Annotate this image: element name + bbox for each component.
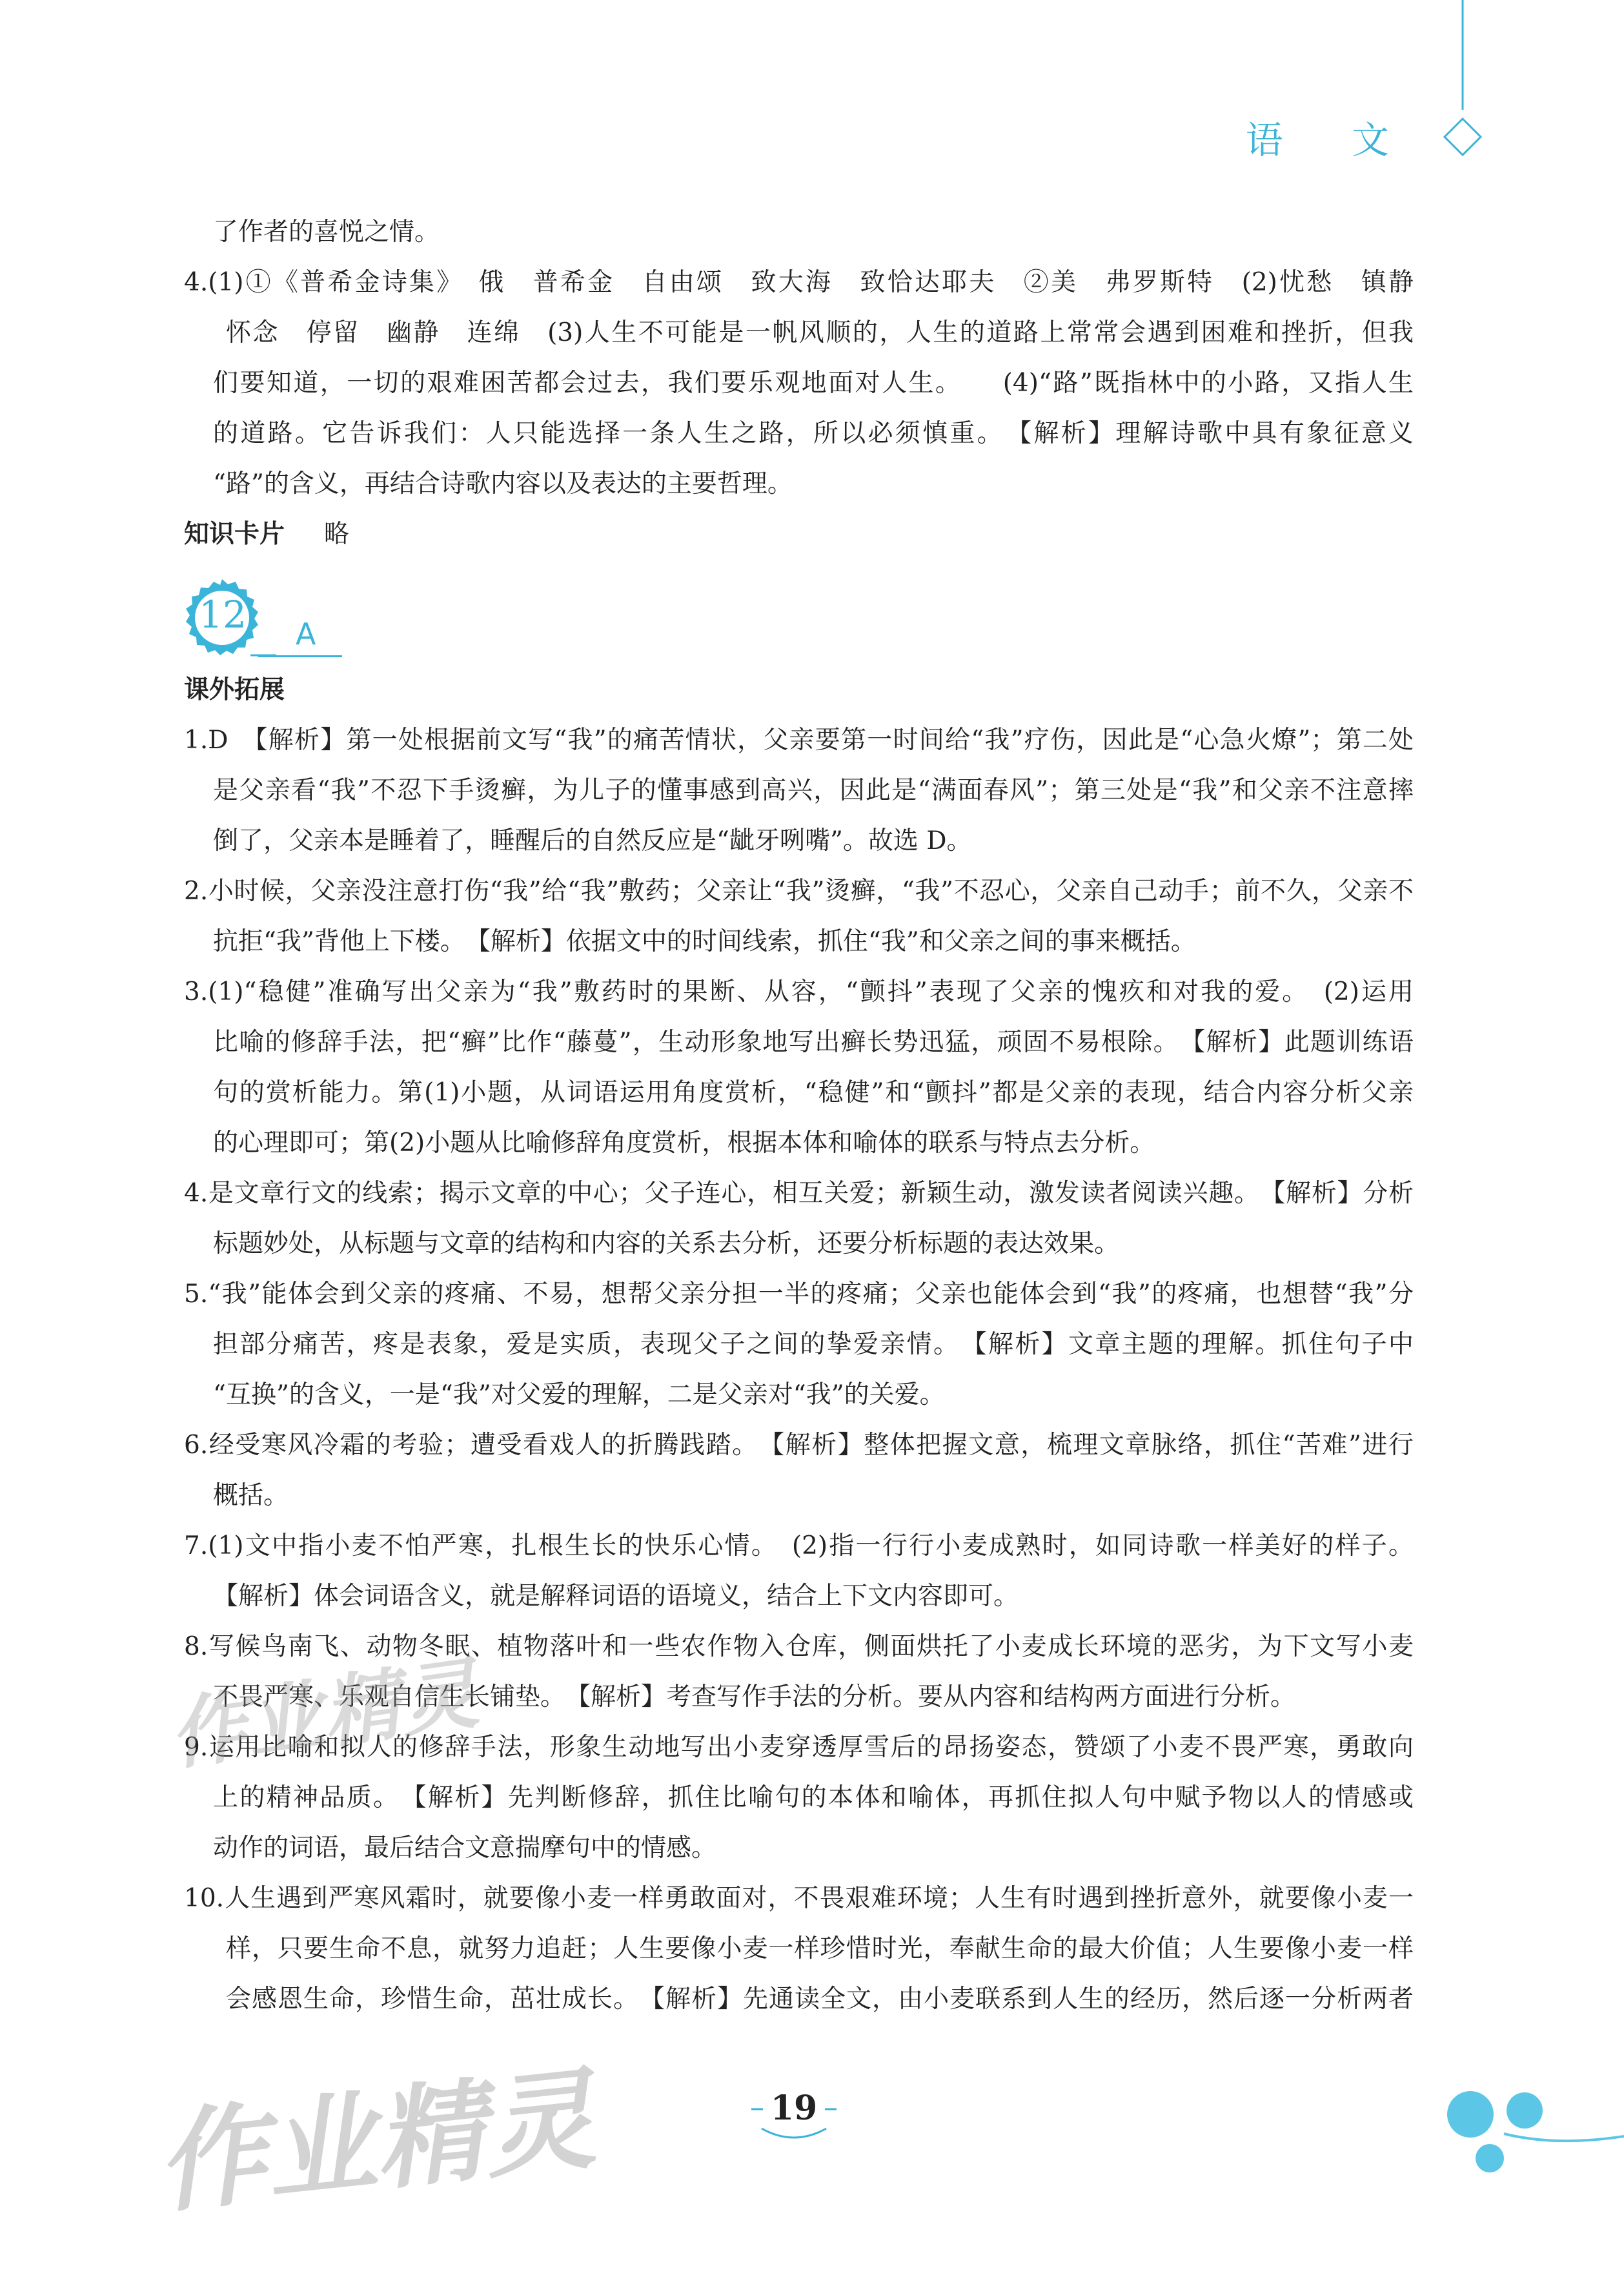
text-line: 【解析】体会词语含义，就是解释词语的语境义，结合上下文内容即可。	[213, 1582, 1019, 1611]
text-line: 担部分痛苦，疼是表象，爱是实质，表现父子之间的挚爱亲情。 【解析】文章主题的理解。抓住句子中	[213, 1330, 1414, 1359]
text-line: “路”的含义，再结合诗歌内容以及表达的主要哲理。	[213, 469, 793, 498]
knowledge-card-label: 知识卡片	[184, 520, 285, 549]
watermark-text: 作业精灵	[150, 2055, 601, 2229]
text-line: 是父亲看“我”不忍下手烫癣，为儿子的懂事感到高兴，因此是“满面春风”；第三处是“我”和父亲不注意摔	[213, 776, 1414, 805]
text-line: 1.D 【解析】第一处根据前文写“我”的痛苦情状，父亲要第一时间给“我”疗伤，因此是“心急火燎”；第二处	[184, 726, 1414, 755]
text-line: 了作者的喜悦之情。	[213, 218, 440, 247]
text-line: 样，只要生命不息，就努力追赶；人生要像小麦一样珍惜时光，奉献生命的最大价值；人生要像小麦一样	[226, 1934, 1414, 1963]
text-line: 动作的词语，最后结合文意揣摩句中的情感。	[213, 1833, 717, 1863]
text-line: 句的赏析能力。第(1)小题，从词语运用角度赏析，“稳健”和“颤抖”都是父亲的表现，结合内容分析父亲	[213, 1078, 1414, 1107]
text-line: 们要知道，一切的艰难困苦都会过去，我们要乐观地面对人生。 (4)“路”既指林中的小路，又指人生	[213, 369, 1414, 398]
text-line: 的道路。它告诉我们：人只能选择一条人生之路，所以必须慎重。 【解析】理解诗歌中具有象征意义	[213, 419, 1414, 448]
text-line: 3.(1)“稳健”准确写出父亲为“我”敷药时的果断、从容，“颤抖”表现了父亲的愧疚和对我的爱。 (2)运用	[184, 977, 1414, 1006]
text-line: “互换”的含义，一是“我”对父爱的理解，二是父亲对“我”的关爱。	[213, 1380, 945, 1409]
text-line: 8.写候鸟南飞、动物冬眠、植物落叶和一些农作物入仓库，侧面烘托了小麦成长环境的恶劣，为下文写小麦	[184, 1632, 1414, 1661]
page-number: 19	[770, 2089, 818, 2128]
text-line: 上的精神品质。 【解析】先判断修辞，抓住比喻句的本体和喻体，再抓住拟人句中赋予物以人的情感或	[213, 1783, 1414, 1812]
text-line: 7.(1)文中指小麦不怕严寒，扎根生长的快乐心情。 (2)指一行行小麦成熟时，如同诗歌一样美好的样子。	[184, 1531, 1414, 1560]
section-letter: A	[296, 617, 316, 651]
knowledge-card-value: 略	[323, 520, 349, 549]
section-number: 12	[199, 593, 247, 637]
knowledge-card	[184, 509, 349, 559]
text-line: 4.是文章行文的线索；揭示文章的中心；父子连心，相互关爱；新颖生动，激发读者阅读兴趣。 【解析】分析	[184, 1179, 1414, 1208]
text-line: 的心理即可；第(2)小题从比喻修辞角度赏析，根据本体和喻体的联系与特点去分析。	[213, 1129, 1155, 1158]
text-line: 比喻的修辞手法，把“癣”比作“藤蔓”，生动形象地写出癣长势迅猛，顽固不易根除。 【解析】此题训练语	[213, 1028, 1414, 1057]
text-line: 10.人生遇到严寒风霜时，就要像小麦一样勇敢面对，不畏艰难环境；人生有时遇到挫折意外，就要像小麦一	[184, 1884, 1414, 1913]
footer-decoration	[1439, 2082, 1624, 2185]
text-line: 怀念 停留 幽静 连绵 (3)人生不可能是一帆风顺的，人生的道路上常常会遇到困难和挫折，但我	[226, 318, 1414, 347]
watermark-text: 作业精灵	[164, 1649, 483, 1781]
text-line: 倒了，父亲本是睡着了，睡醒后的自然反应是“龇牙咧嘴”。故选 D。	[213, 826, 972, 855]
header-decoration	[1407, 0, 1497, 168]
text-line: 抗拒“我”背他上下楼。 【解析】依据文中的时间线索，抓住“我”和父亲之间的事来概括。	[213, 927, 1196, 956]
text-line: 5.“我”能体会到父亲的疼痛、不易，想帮父亲分担一半的疼痛；父亲也能体会到“我”的疼痛，也想替“我”分	[184, 1280, 1414, 1309]
text-line: 会感恩生命，珍惜生命，茁壮成长。 【解析】先通读全文，由小麦联系到人生的经历，然后逐一分析两者	[226, 1985, 1414, 2014]
text-line: 2.小时候，父亲没注意打伤“我”给“我”敷药；父亲让“我”烫癣，“我”不忍心，父亲自己动手；前不久，父亲不	[184, 877, 1414, 906]
subject-title: 语 文	[1245, 118, 1417, 162]
section-subtitle: 课外拓展	[184, 675, 285, 704]
text-line: 6.经受寒风冷霜的考验；遭受看戏人的折腾践踏。 【解析】整体把握文意，梳理文章脉络，抓住“苦难”进行	[184, 1431, 1414, 1460]
text-line: 不畏严寒、乐观自信生长铺垫。 【解析】考查写作手法的分析。要从内容和结构两方面进行分析。	[213, 1682, 1296, 1711]
section-underline	[258, 655, 342, 657]
text-line: 标题妙处，从标题与文章的结构和内容的关系去分析，还要分析标题的表达效果。	[213, 1229, 1120, 1258]
text-line: 9.运用比喻和拟人的修辞手法，形象生动地写出小麦穿透厚雪后的昂扬姿态，赞颂了小麦不畏严寒，勇敢向	[184, 1733, 1414, 1762]
text-line: 概括。	[213, 1481, 289, 1510]
text-line: 4.(1)①《普希金诗集》 俄 普希金 自由颂 致大海 致恰达耶夫 ②美 弗罗斯特 (2)忧愁 镇静	[184, 268, 1414, 297]
